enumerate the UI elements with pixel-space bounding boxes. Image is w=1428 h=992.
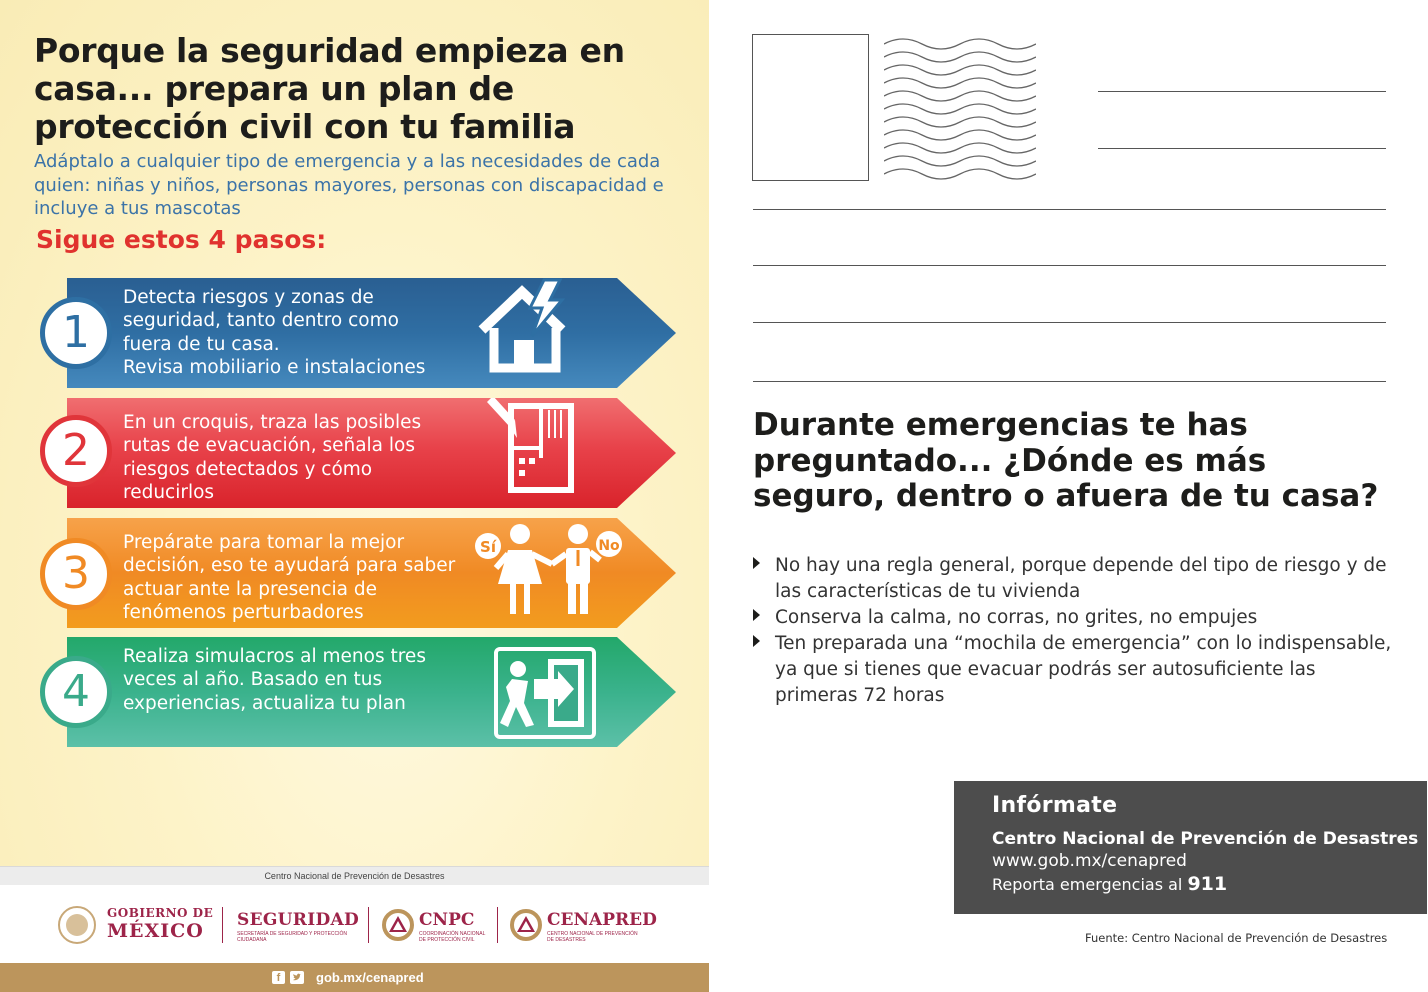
address-line bbox=[1098, 91, 1386, 92]
address-line bbox=[753, 322, 1386, 323]
report-prefix: Reporta emergencias al bbox=[992, 875, 1183, 894]
info-title: Infórmate bbox=[992, 793, 1118, 818]
emergency-exit-icon bbox=[494, 647, 596, 739]
step-1-number: 1 bbox=[40, 297, 112, 369]
postmark-wavy-lines-icon bbox=[884, 34, 1036, 184]
cenapred-logo: CENAPRED bbox=[547, 910, 657, 930]
house-lightning-icon bbox=[472, 278, 584, 376]
seguridad-sub: SECRETARÍA DE SEGURIDAD Y PROTECCIÓN CIUDADANA bbox=[237, 931, 348, 943]
list-item-text: No hay una regla general, porque depende del tipo de riesgo y de las características de tu vivienda bbox=[775, 555, 1387, 602]
left-panel bbox=[0, 0, 709, 992]
cnpc-sub: COORDINACIÓN NACIONAL DE PROTECCIÓN CIVIL bbox=[419, 931, 486, 943]
info-box bbox=[954, 781, 1427, 914]
people-decision-icon bbox=[472, 520, 624, 618]
page-title: Porque la seguridad empieza en casa... prepara un plan de protección civil con tu familia bbox=[34, 31, 625, 146]
si-label: Sí bbox=[480, 538, 496, 556]
list-item bbox=[753, 605, 1403, 631]
step-3-number: 3 bbox=[40, 538, 112, 610]
steps-heading: Sigue estos 4 pasos: bbox=[36, 225, 327, 254]
no-label: No bbox=[598, 538, 620, 554]
step-3 bbox=[0, 518, 709, 628]
step-4-text: Realiza simulacros al menos tres veces al año. Basado en tus experiencias, actualiza tu plan bbox=[123, 646, 426, 714]
step-2-text: En un croquis, traza las posibles rutas de evacuación, señala los riesgos detectados y cómo reducirlos bbox=[123, 412, 422, 503]
floor-plan-icon bbox=[483, 398, 583, 494]
logo-divider bbox=[222, 907, 223, 943]
cenapred-sub: CENTRO NACIONAL DE PREVENCIÓN DE DESASTRES bbox=[547, 931, 638, 943]
step-1 bbox=[0, 278, 709, 388]
seguridad-logo: SEGURIDAD bbox=[237, 910, 360, 930]
address-line bbox=[1098, 148, 1386, 149]
list-item bbox=[753, 631, 1403, 709]
gobierno-line2: MÉXICO bbox=[107, 920, 204, 942]
tips-list bbox=[753, 553, 1403, 709]
question-heading: Durante emergencias te has preguntado... ¿Dónde es más seguro, dentro o afuera de tu casa? bbox=[753, 407, 1379, 514]
stamp-box bbox=[752, 34, 869, 181]
step-1-text: Detecta riesgos y zonas de seguridad, tanto dentro como fuera de tu casa. Revisa mobiliario e instalaciones bbox=[123, 287, 426, 378]
report-number: 911 bbox=[1187, 873, 1228, 895]
footer-strip: Centro Nacional de Prevención de Desastres bbox=[0, 866, 709, 885]
step-2-number: 2 bbox=[40, 415, 112, 487]
step-4 bbox=[0, 637, 709, 747]
address-line bbox=[753, 209, 1386, 210]
cenapred-emblem-icon bbox=[510, 909, 542, 941]
info-report bbox=[992, 872, 1427, 897]
list-item bbox=[753, 553, 1403, 605]
twitter-icon[interactable] bbox=[290, 971, 304, 984]
list-item-text: Ten preparada una “mochila de emergencia” con lo indispensable, ya que si tienes que evacuar podrás ser autosuficiente las primeras 72 horas bbox=[775, 633, 1392, 706]
info-url[interactable]: www.gob.mx/cenapred bbox=[992, 851, 1187, 871]
facebook-icon[interactable]: f bbox=[272, 971, 285, 984]
step-3-text: Prepárate para tomar la mejor decisión, eso te ayudará para saber actuar ante la presencia de fenómenos perturbadores bbox=[123, 532, 456, 623]
social-bar bbox=[0, 963, 709, 992]
info-org: Centro Nacional de Prevención de Desastres bbox=[992, 829, 1419, 849]
bullet-arrow-icon bbox=[753, 557, 760, 569]
cnpc-emblem-icon bbox=[382, 909, 414, 941]
bullet-arrow-icon bbox=[753, 609, 760, 621]
logo-divider bbox=[368, 907, 369, 943]
gobierno-line1: GOBIERNO DE bbox=[107, 906, 214, 920]
step-4-number: 4 bbox=[40, 656, 112, 728]
list-item-text: Conserva la calma, no corras, no grites, no empujes bbox=[775, 607, 1258, 628]
logos-bar bbox=[0, 885, 709, 963]
logo-divider bbox=[497, 907, 498, 943]
gobierno-seal-icon bbox=[54, 905, 100, 945]
bullet-arrow-icon bbox=[753, 635, 760, 647]
subtitle: Adáptalo a cualquier tipo de emergencia y a las necesidades de cada quien: niñas y niños, personas mayores, personas con discapacidad e incluye a tus mascotas bbox=[34, 151, 664, 219]
address-line bbox=[753, 265, 1386, 266]
social-url[interactable]: gob.mx/cenapred bbox=[316, 970, 424, 985]
cnpc-logo: CNPC bbox=[419, 910, 475, 930]
step-2 bbox=[0, 398, 709, 508]
source-note: Fuente: Centro Nacional de Prevención de Desastres bbox=[1085, 931, 1388, 945]
address-line bbox=[753, 381, 1386, 382]
